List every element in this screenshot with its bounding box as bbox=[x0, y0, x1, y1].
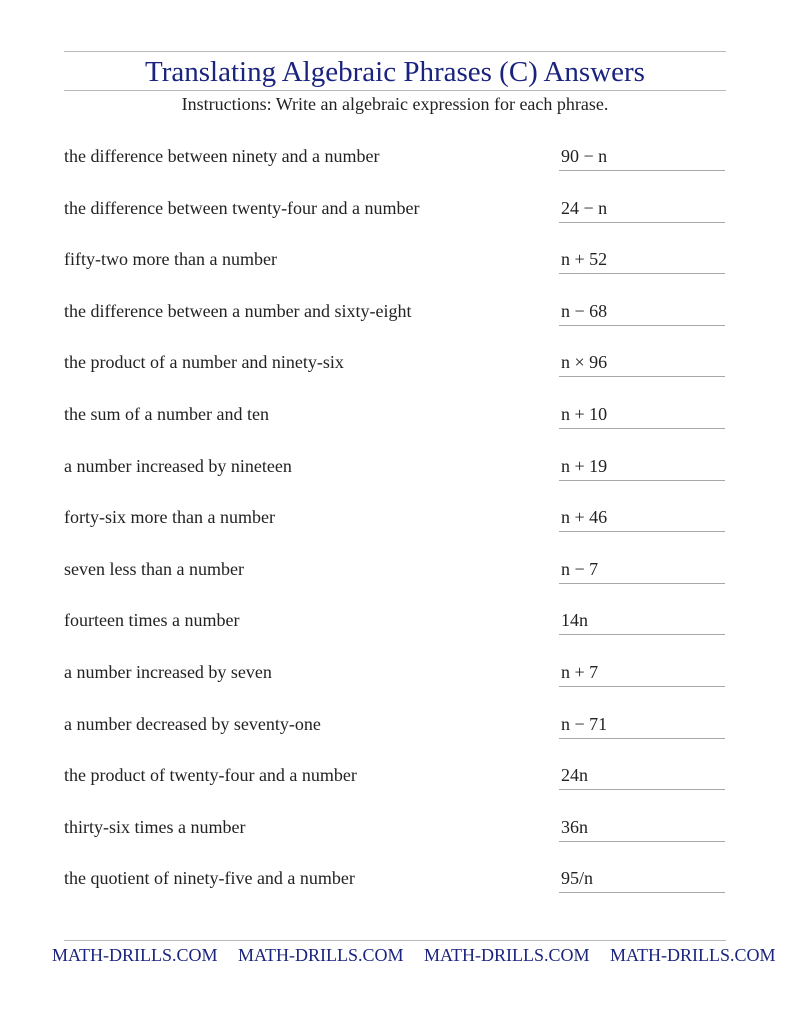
problem-phrase: a number increased by nineteen bbox=[64, 456, 292, 476]
problem-answer: 36n bbox=[561, 817, 588, 837]
problem-phrase: fourteen times a number bbox=[64, 610, 240, 630]
problem-answer: 90 − n bbox=[561, 146, 608, 166]
problem-answer: n + 19 bbox=[561, 456, 608, 476]
problem-phrase: the difference between twenty-four and a number bbox=[64, 198, 420, 218]
problem-row bbox=[0, 299, 791, 329]
answer-line bbox=[559, 763, 725, 790]
problem-answer: 14n bbox=[561, 610, 588, 630]
problem-phrase: thirty-six times a number bbox=[64, 817, 246, 837]
instructions: Instructions: Write an algebraic expression for each phrase. bbox=[181, 94, 609, 114]
answer-line bbox=[559, 402, 725, 429]
problem-phrase: fifty-two more than a number bbox=[64, 249, 277, 269]
problem-phrase: seven less than a number bbox=[64, 559, 244, 579]
problem-row bbox=[0, 815, 791, 845]
problem-row bbox=[0, 505, 791, 535]
problem-answer: 95/n bbox=[561, 868, 594, 888]
problem-row bbox=[0, 763, 791, 793]
footer-brand: MATH-DRILLS.COM bbox=[610, 945, 776, 965]
footer-brand-strip bbox=[52, 942, 792, 968]
problem-phrase: forty-six more than a number bbox=[64, 507, 275, 527]
problem-answer: n + 46 bbox=[561, 507, 608, 527]
worksheet-title: Translating Algebraic Phrases (C) Answers bbox=[145, 56, 645, 88]
problem-answer: n × 96 bbox=[561, 352, 608, 372]
problem-phrase: the quotient of ninety-five and a number bbox=[64, 868, 355, 888]
problem-answer: n − 68 bbox=[561, 301, 608, 321]
footer-watermark bbox=[52, 942, 776, 968]
problem-phrase: the sum of a number and ten bbox=[64, 404, 269, 424]
problem-row bbox=[0, 454, 791, 484]
problem-answer: n − 71 bbox=[561, 714, 608, 734]
answer-line bbox=[559, 350, 725, 377]
problem-answer: n − 7 bbox=[561, 559, 599, 579]
problem-answer: n + 7 bbox=[561, 662, 599, 682]
problem-answer: n + 10 bbox=[561, 404, 608, 424]
problem-row bbox=[0, 557, 791, 587]
answer-line bbox=[559, 196, 725, 223]
answer-line bbox=[559, 505, 725, 532]
problem-row bbox=[0, 712, 791, 742]
problem-answer: 24n bbox=[561, 765, 588, 785]
problem-row bbox=[0, 660, 791, 690]
problem-phrase: the difference between ninety and a number bbox=[64, 146, 380, 166]
answer-line bbox=[559, 454, 725, 481]
problem-row bbox=[0, 402, 791, 432]
problem-row bbox=[0, 866, 791, 896]
problem-row bbox=[0, 350, 791, 380]
answer-line bbox=[559, 815, 725, 842]
answer-line bbox=[559, 660, 725, 687]
answer-line bbox=[559, 299, 725, 326]
footer-brand: MATH-DRILLS.COM bbox=[238, 945, 404, 965]
answer-line bbox=[559, 557, 725, 584]
footer-brand: MATH-DRILLS.COM bbox=[52, 945, 218, 965]
problem-phrase: a number increased by seven bbox=[64, 662, 272, 682]
answer-line bbox=[559, 247, 725, 274]
problem-phrase: a number decreased by seventy-one bbox=[64, 714, 321, 734]
answer-line bbox=[559, 608, 725, 635]
problem-answer: n + 52 bbox=[561, 249, 608, 269]
problem-phrase: the product of twenty-four and a number bbox=[64, 765, 357, 785]
answer-line bbox=[559, 866, 725, 893]
problem-row bbox=[0, 196, 791, 226]
problem-answer: 24 − n bbox=[561, 198, 608, 218]
problem-row bbox=[0, 608, 791, 638]
problem-row bbox=[0, 144, 791, 174]
footer-rule bbox=[64, 940, 726, 941]
problem-phrase: the product of a number and ninety-six bbox=[64, 352, 344, 372]
footer-brand: MATH-DRILLS.COM bbox=[424, 945, 590, 965]
answer-line bbox=[559, 712, 725, 739]
problem-phrase: the difference between a number and sixty-eight bbox=[64, 301, 412, 321]
problem-row bbox=[0, 247, 791, 277]
answer-line bbox=[559, 144, 725, 171]
